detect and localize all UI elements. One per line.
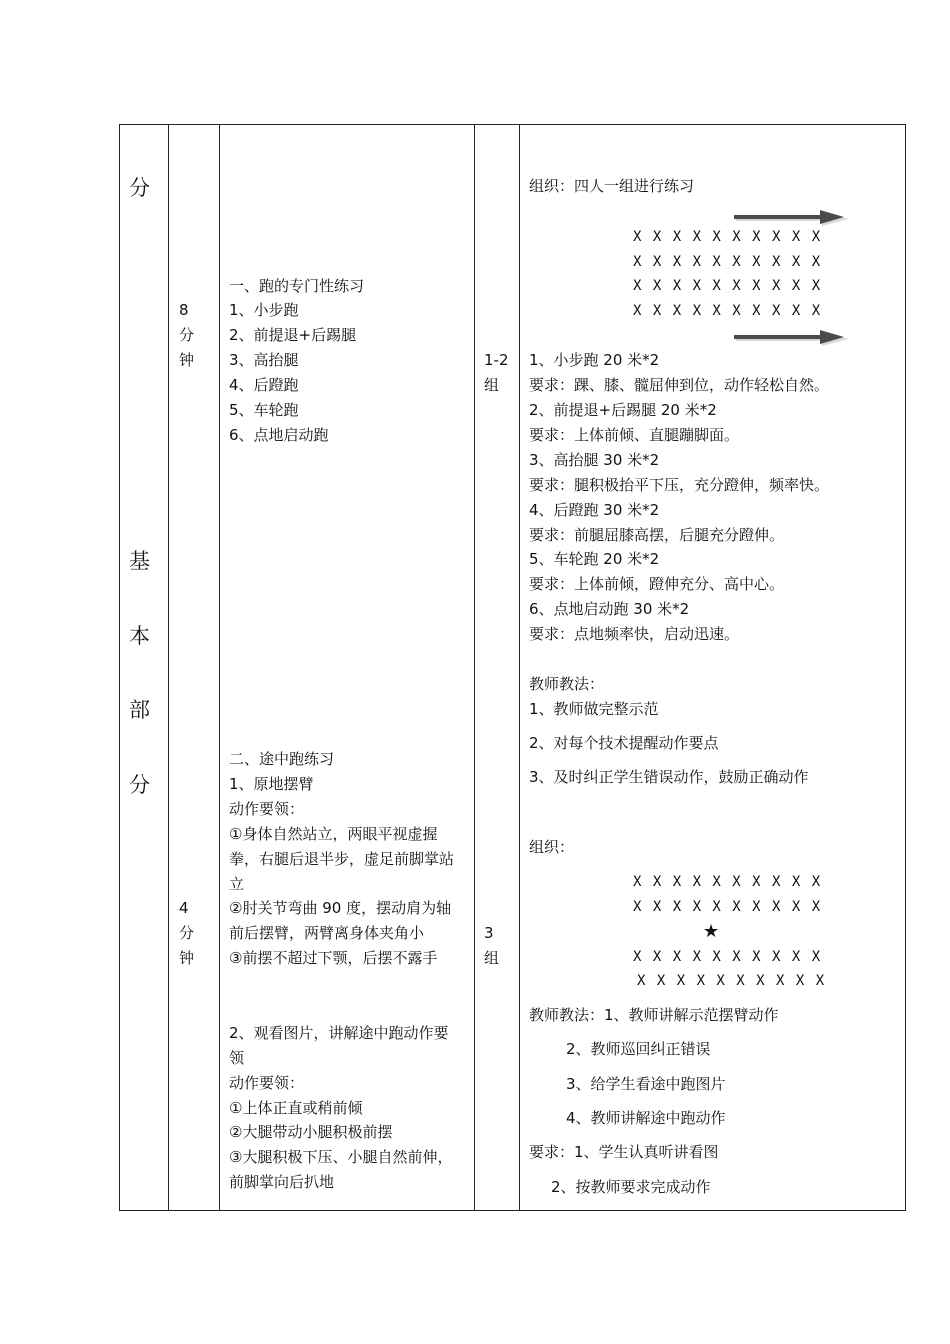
part2-line-7: 前后摆臂，两臂离身体夹角小 — [229, 924, 425, 942]
teacher-star-icon: ★ — [703, 921, 720, 942]
col-border-3 — [474, 124, 475, 1211]
group1-count: 1-2 — [484, 351, 509, 369]
part2-line-4: 拳，右腿后退半步，虚足前脚掌站 — [229, 850, 455, 868]
formation2-row-0: X X X X X X X X X X — [633, 874, 822, 890]
part3-line-0: 2、观看图片，讲解途中跑动作要 — [229, 1024, 449, 1042]
group2-count: 3 — [484, 924, 494, 942]
col-border-4 — [519, 124, 520, 1211]
table-top-border — [119, 124, 906, 125]
req-line-0: 1、小步跑 20 米*2 — [529, 351, 660, 369]
group2-unit: 组 — [484, 949, 500, 967]
part1-line-4: 4、后蹬跑 — [229, 376, 299, 394]
teaching-method-2: 2、对每个技术提醒动作要点 — [529, 734, 719, 752]
req-line-11: 要求：点地频率快，启动迅速。 — [529, 625, 740, 643]
teaching-method2-line-3: 4、教师讲解途中跑动作 — [566, 1109, 726, 1127]
formation2-row-1: X X X X X X X X X X — [633, 899, 822, 915]
teaching-method-1: 1、教师做完整示范 — [529, 700, 659, 718]
requirement2-line-0: 要求：1、学生认真听讲看图 — [529, 1143, 719, 1161]
section-char-2: 本 — [129, 624, 150, 648]
requirement2-line-1: 2、按教师要求完成动作 — [551, 1178, 711, 1196]
formation1-row-0: X X X X X X X X X X — [633, 229, 822, 245]
group1-unit: 组 — [484, 376, 500, 394]
part2-line-0: 二、途中跑练习 — [229, 750, 335, 768]
part2-line-6: ②肘关节弯曲 90 度，摆动肩为轴 — [229, 899, 452, 917]
section-top-char: 分 — [129, 176, 150, 200]
teaching-method2-line-1: 2、教师巡回纠正错误 — [566, 1040, 711, 1058]
time1-unit1: 分 — [179, 326, 195, 344]
part1-line-5: 5、车轮跑 — [229, 401, 299, 419]
req-line-6: 4、后蹬跑 30 米*2 — [529, 501, 660, 519]
part3-line-2: 动作要领： — [229, 1074, 305, 1092]
part2-line-3: ①身体自然站立，两眼平视虚握 — [229, 825, 438, 843]
part3-line-5: ③大腿积极下压、小腿自然前伸， — [229, 1148, 453, 1166]
teaching-method-3: 3、及时纠正学生错误动作，鼓励正确动作 — [529, 768, 809, 786]
organization-1: 组织：四人一组进行练习 — [529, 177, 695, 195]
time1-number: 8 — [179, 301, 189, 319]
req-line-1: 要求：踝、膝、髋屈伸到位，动作轻松自然。 — [529, 376, 830, 394]
part2-line-5: 立 — [229, 875, 245, 893]
teaching-method2-line-2: 3、给学生看途中跑图片 — [566, 1075, 726, 1093]
time2-unit2: 钟 — [179, 949, 195, 967]
col-border-0 — [119, 124, 120, 1211]
req-line-3: 要求：上体前倾、直腿蹦脚面。 — [529, 426, 740, 444]
part2-line-2: 动作要领： — [229, 800, 305, 818]
arrow-right-icon — [732, 326, 848, 348]
col-border-1 — [168, 124, 169, 1211]
part1-line-6: 6、点地启动跑 — [229, 426, 329, 444]
req-line-4: 3、高抬腿 30 米*2 — [529, 451, 660, 469]
part1-line-1: 1、小步跑 — [229, 301, 299, 319]
col-border-2 — [219, 124, 220, 1211]
part3-line-4: ②大腿带动小腿积极前摆 — [229, 1123, 393, 1141]
section-char-3: 部 — [129, 698, 150, 722]
part1-line-0: 一、跑的专门性练习 — [229, 277, 365, 295]
part3-line-1: 领 — [229, 1049, 245, 1067]
organization-2: 组织： — [529, 838, 575, 856]
col-border-5 — [905, 124, 906, 1211]
formation1-row-3: X X X X X X X X X X — [633, 303, 822, 319]
section-char-1: 基 — [129, 549, 150, 573]
part1-line-3: 3、高抬腿 — [229, 351, 299, 369]
teaching-method2-line-0: 教师教法：1、教师讲解示范摆臂动作 — [529, 1006, 779, 1024]
part3-line-3: ①上体正直或稍前倾 — [229, 1099, 363, 1117]
part2-line-8: ③前摆不超过下颚，后摆不露手 — [229, 949, 438, 967]
req-line-10: 6、点地启动跑 30 米*2 — [529, 600, 690, 618]
time2-number: 4 — [179, 899, 189, 917]
part3-line-6: 前脚掌向后扒地 — [229, 1173, 335, 1191]
formation2-row-3: X X X X X X X X X X — [637, 973, 826, 989]
section-char-4: 分 — [129, 773, 150, 797]
req-line-5: 要求：腿积极抬平下压，充分蹬伸，频率快。 — [529, 476, 830, 494]
part2-line-1: 1、原地摆臂 — [229, 775, 314, 793]
part1-line-2: 2、前提退+后踢腿 — [229, 326, 357, 344]
table-bottom-border — [119, 1210, 906, 1211]
formation2-row-2: X X X X X X X X X X — [633, 949, 822, 965]
req-line-8: 5、车轮跑 20 米*2 — [529, 550, 660, 568]
teaching-method-title: 教师教法： — [529, 675, 605, 693]
formation1-row-2: X X X X X X X X X X — [633, 278, 822, 294]
req-line-2: 2、前提退+后踢腿 20 米*2 — [529, 401, 717, 419]
req-line-7: 要求：前腿屈膝高摆，后腿充分蹬伸。 — [529, 526, 785, 544]
time2-unit1: 分 — [179, 924, 195, 942]
formation1-row-1: X X X X X X X X X X — [633, 254, 822, 270]
time1-unit2: 钟 — [179, 351, 195, 369]
req-line-9: 要求：上体前倾，蹬伸充分、高中心。 — [529, 575, 785, 593]
